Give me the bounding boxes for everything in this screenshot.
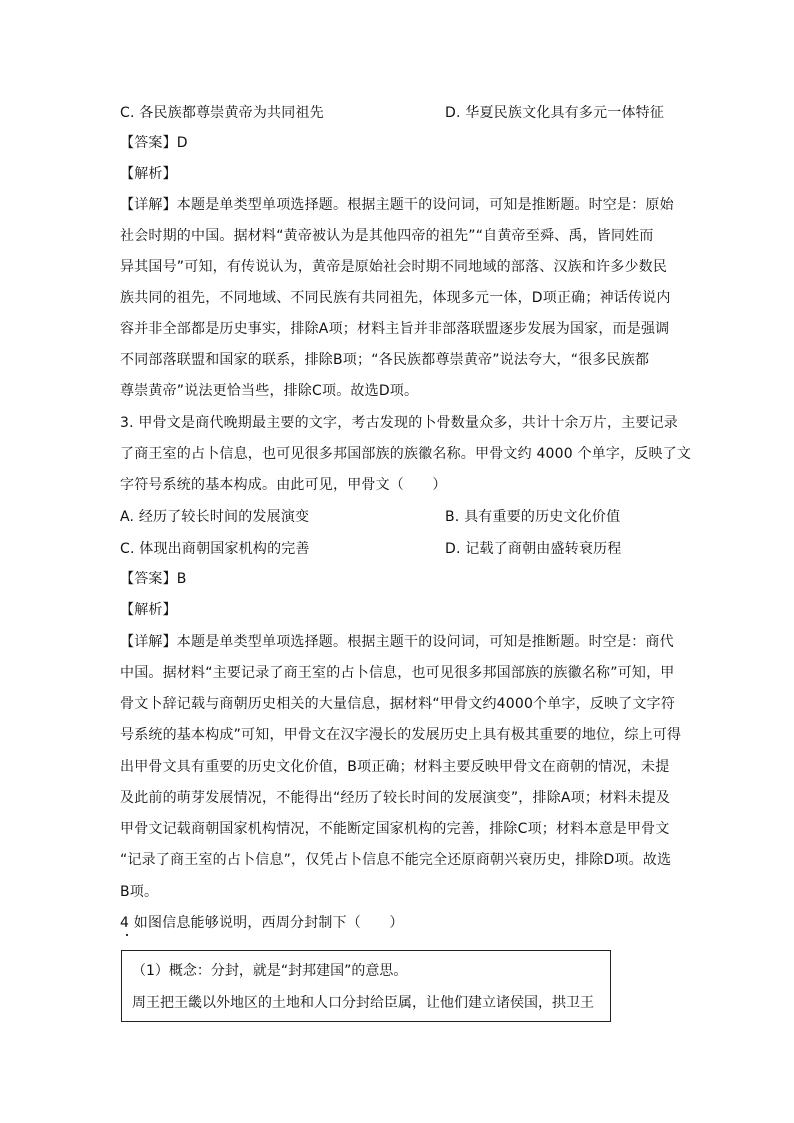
q3-detail-line: 甲骨文记载商朝国家机构情况，不能断定国家机构的完善，排除C项；材料本意是甲骨文	[120, 821, 670, 837]
q2-detail-line: 社会时期的中国。据材料“黄帝被认为是其他四帝的祖先”“自黄帝至舜、禹，皆同姓而	[120, 228, 654, 244]
q4-box-line: （1）概念：分封，就是“封邦建国”的意思。	[132, 963, 408, 979]
q2-detail-line: 容并非全部都是历史事实，排除A项；材料主旨并非部落联盟逐步发展为国家，而是强调	[120, 321, 670, 337]
q3-detail-line: 及此前的萌芽发展情况，不能得出“经历了较长时间的发展演变”，排除A项；材料未提及	[120, 790, 671, 806]
q3-stem-line: 字符号系统的基本构成。由此可见，甲骨文（ ）	[120, 477, 447, 493]
q3-answer: 【答案】B	[120, 571, 187, 587]
q3-detail-line: B项。	[120, 884, 159, 900]
q3-detail-line: 出甲骨文具有重要的历史文化价值，B项正确；材料主要反映甲骨文在商朝的情况，未提	[120, 759, 670, 775]
stray-mark	[126, 934, 128, 936]
q2-option-d: D. 华夏民族文化具有多元一体特征	[445, 105, 665, 121]
q2-detail-line: 尊崇黄帝”说法更恰当些，排除C项。故选D项。	[120, 383, 419, 399]
q2-detail-line: 【详解】本题是单类型单项选择题。根据主题干的设问词，可知是推断题。时空是：原始	[120, 197, 674, 213]
q3-option-d: D. 记载了商朝由盛转衰历程	[445, 541, 622, 557]
q3-detail-line: 号系统的基本构成”可知，甲骨文在汉字漫长的发展历史上具有极其重要的地位，综上可得	[120, 727, 682, 743]
q2-detail-line: 异其国号”可知，有传说认为，黄帝是原始社会时期不同地域的部落、汉族和许多少数民	[120, 259, 668, 275]
q4-material-box	[121, 950, 611, 1022]
q2-answer: 【答案】D	[120, 135, 188, 151]
q4-box-line: 周王把王畿以外地区的土地和人口分封给臣属，让他们建立诸侯国，拱卫王	[132, 995, 594, 1011]
q3-analysis-label: 【解析】	[120, 602, 177, 618]
q3-detail-line: “记录了商王室的占卜信息”，仅凭占卜信息不能完全还原商朝兴衰历史，排除D项。故选	[120, 852, 672, 868]
q2-analysis-label: 【解析】	[120, 166, 177, 182]
q3-option-a: A. 经历了较长时间的发展演变	[120, 509, 310, 525]
q2-detail-line: 族共同的祖先，不同地域、不同民族有共同祖先，体现多元一体，D项正确；神话传说内	[120, 290, 671, 306]
q2-option-c: C. 各民族都尊崇黄帝为共同祖先	[120, 105, 324, 121]
q3-detail-line: 中国。据材料“主要记录了商王室的占卜信息，也可见很多邦国部族的族徽名称”可知，甲	[120, 665, 675, 681]
q3-stem-line: 3. 甲骨文是商代晚期最主要的文字，考古发现的卜骨数量众多，共计十余万片，主要记录	[120, 415, 679, 431]
q2-detail-line: 不同部落联盟和国家的联系，排除B项；“各民族都尊崇黄帝”说法夸大，“很多民族都	[120, 352, 650, 368]
q3-option-c: C. 体现出商朝国家机构的完善	[120, 541, 310, 557]
q3-option-b: B. 具有重要的历史文化价值	[445, 509, 621, 525]
q3-detail-line: 骨文卜辞记载与商朝历史相关的大量信息，据材料“甲骨文约4000个单字，反映了文字符	[120, 696, 676, 712]
q3-detail-line: 【详解】本题是单类型单项选择题。根据主题干的设问词，可知是推断题。时空是：商代	[120, 634, 674, 650]
q4-stem: 4 如图信息能够说明，西周分封制下（ ）	[120, 915, 404, 931]
q3-stem-line: 了商王室的占卜信息，也可见很多邦国部族的族徽名称。甲骨文约 4000 个单字，反映了文	[120, 446, 692, 462]
